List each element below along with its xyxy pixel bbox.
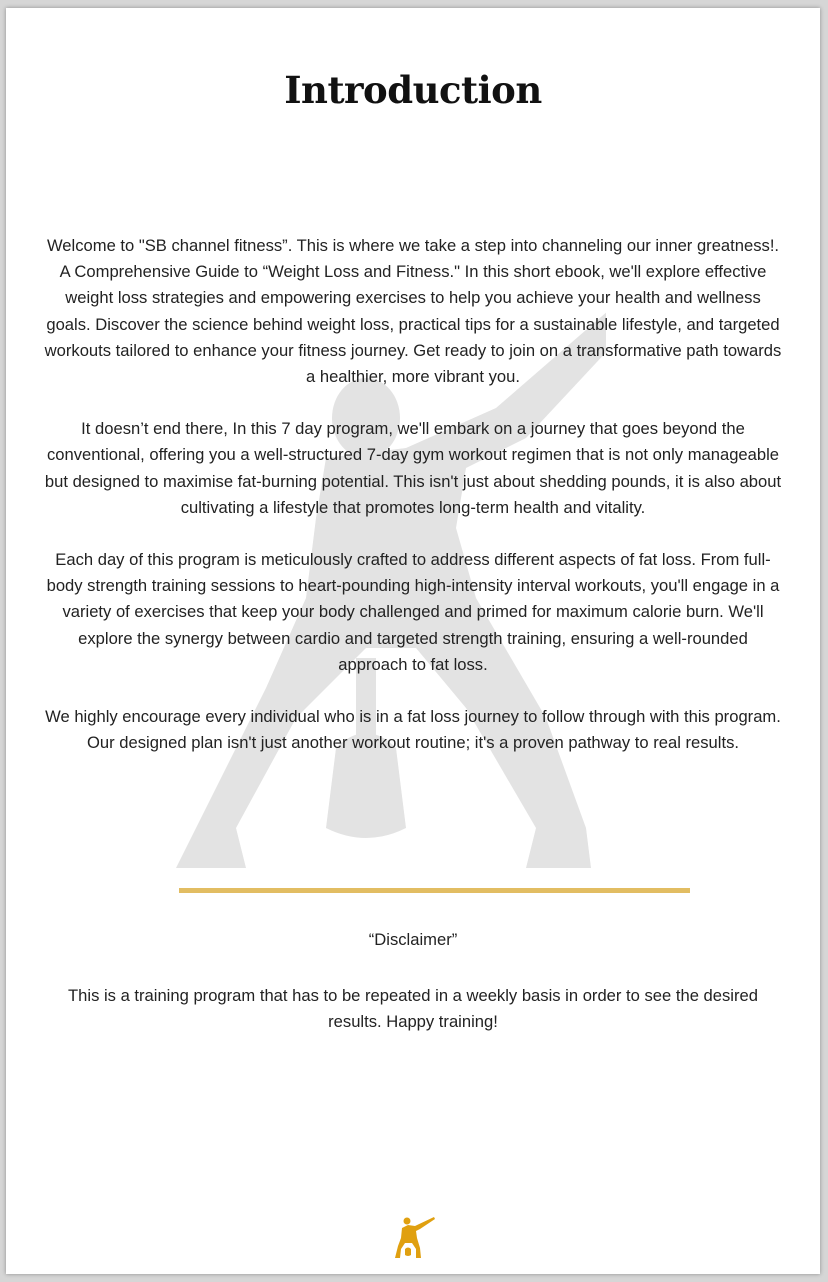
paragraph: We highly encourage every individual who is in a fat loss journey to follow through with this program. Our designed plan isn't just another workout routine; it's a proven pathway to real results.: [45, 707, 781, 753]
page-title: Introduction: [284, 68, 542, 112]
introduction-body: [42, 233, 784, 782]
disclaimer-heading: “Disclaimer”: [368, 930, 458, 949]
paragraph: Welcome to "SB channel fitness”. This is where we take a step into channeling our inner greatness!. A Comprehensive Guide to “Weight Loss and Fitness." In this short ebook, we'll explore effective weight loss strategies and empowering exercises to help you achieve your health and wellness goals. Discover the science behind weight loss, practical tips for a sustainable lifestyle, and targeted workouts tailored to enhance your fitness journey. Get ready to join on a transformative path towards a healthier, more vibrant you.: [44, 236, 782, 387]
athlete-logo-icon: [390, 1216, 436, 1260]
paragraph: It doesn’t end there, In this 7 day program, we'll embark on a journey that goes beyond the conventional, offering you a well-structured 7-day gym workout regimen that is not only manageable but designed to maximise fat-burning potential. This isn't just about shedding pounds, it is also about cultivating a lifestyle that promotes long-term health and vitality.: [44, 419, 782, 517]
gold-divider: [179, 888, 690, 893]
disclaimer-text: This is a training program that has to be repeated in a weekly basis in order to see the desired results. Happy training!: [68, 986, 758, 1032]
paragraph: Each day of this program is meticulously crafted to address different aspects of fat loss. From full-body strength training sessions to heart-pounding high-intensity interval workouts, you'll engage in a variety of exercises that keep your body challenged and primed for maximum calorie burn. We'll explore the synergy between cardio and targeted strength training, ensuring a well-rounded approach to fat loss.: [46, 550, 780, 674]
document-page: [6, 8, 820, 1274]
